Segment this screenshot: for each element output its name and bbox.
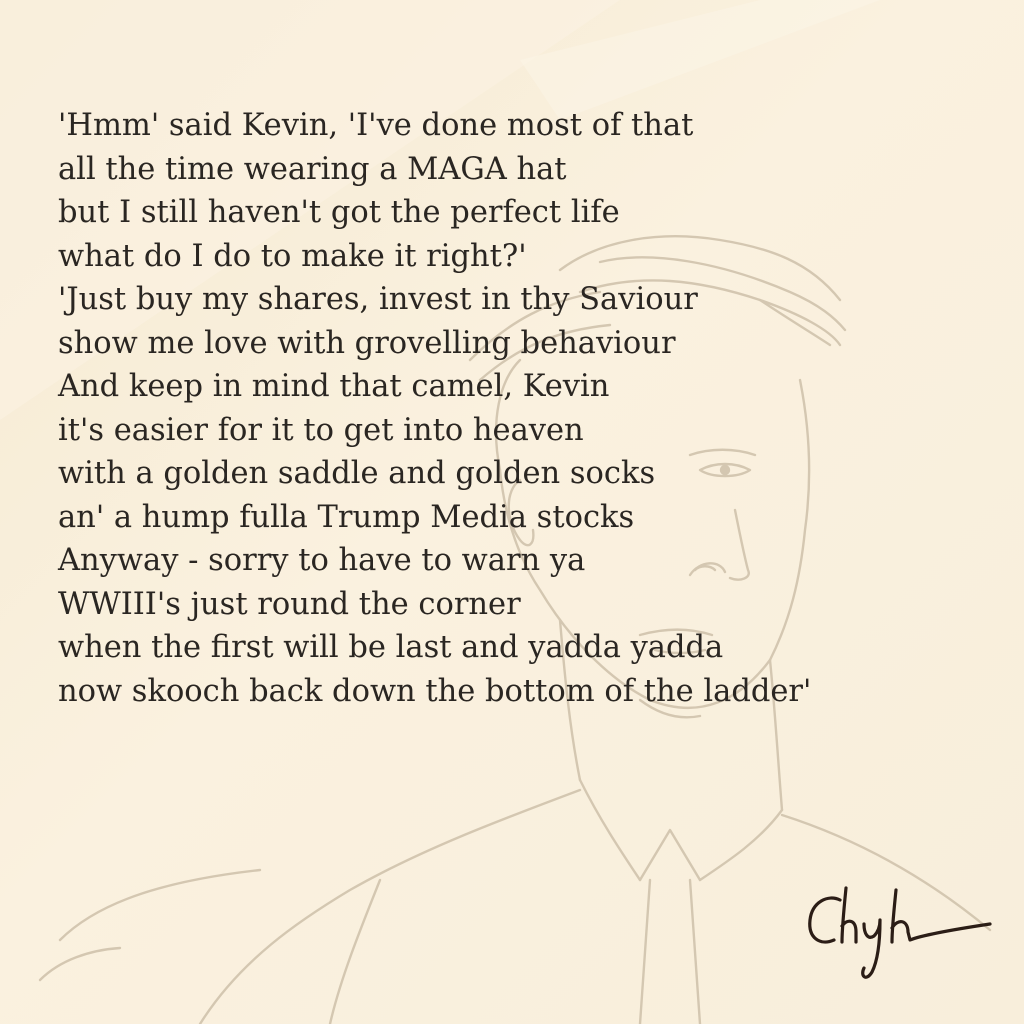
poem-line: an' a hump fulla Trump Media stocks	[58, 499, 635, 535]
poem-line: WWIII's just round the corner	[58, 586, 521, 622]
poem-line: all the time wearing a MAGA hat	[58, 151, 567, 187]
poem-line: when the first will be last and yadda yadda	[58, 630, 724, 665]
poem-line: with a golden saddle and golden socks	[58, 456, 656, 491]
poem-line: now skooch back down the bottom of the ladder'	[58, 673, 812, 709]
poem-line: 'Hmm' said Kevin, 'I've done most of that	[58, 108, 694, 143]
poem-line: And keep in mind that camel, Kevin	[58, 369, 610, 404]
author-signature	[800, 880, 1000, 990]
poem-line: Anyway - sorry to have to warn ya	[58, 543, 586, 578]
poem-line: but I still haven't got the perfect life	[58, 195, 620, 230]
poem-line: it's easier for it to get into heaven	[58, 412, 584, 448]
poem-line: show me love with grovelling behaviour	[58, 325, 676, 361]
poem-line: 'Just buy my shares, invest in thy Saviour	[58, 282, 698, 317]
poem-text	[58, 104, 958, 713]
poem-line: what do I do to make it right?'	[58, 238, 527, 274]
